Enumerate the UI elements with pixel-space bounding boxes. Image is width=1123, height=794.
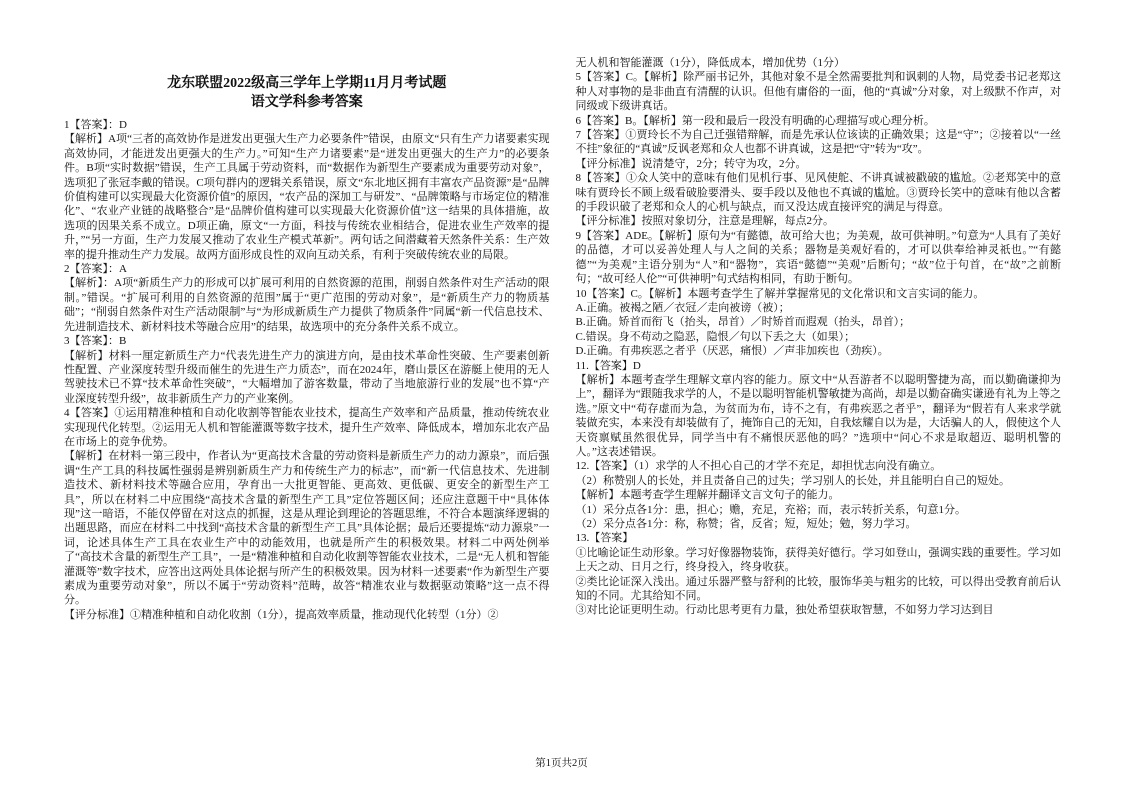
paragraph: C.错误。身不苟动之隐恶，隐恨／句以下丢之大（如果）； [575, 330, 856, 343]
paragraph: 7【答案】①贾玲长不为自己迁强错辩解，而是先承认位该读的正确效果；这是“守”；②接着以“一丝不挂”象征的“真诚”反讽老郑和众人也都不讲真诚，这是把“守”转为“攻”。 [575, 129, 1061, 156]
paragraph: 【评分标准】按照对象切分，注意是理解，每点2分。 [575, 215, 834, 228]
paragraph: 【解析】：A项“新质生产力的形成可以扩展可利用的自然资源的范围，削弱自然条件对生产活动的限制。”错误。“扩展可利用的自然资源的范围”属于“更广范围的劳动对象”，是“新质生产力的物质基础”；“削弱自然条件对生产活动限制”与“为形成新质生产力提供了物质条件”同属“新一代信息技术、先进制造技术、新材料技术等融合应用”的结果，故选项中的充分条件关系不成立。 [64, 277, 550, 333]
paragraph: 【评分标准】说清楚守，2分；转守为攻，2分。 [575, 157, 807, 170]
two-column-layout [64, 56, 1061, 622]
paragraph: 10【答案】C。【解析】本题考查学生了解并掌握常见的文化常识和文言实词的能力。 [575, 287, 985, 300]
left-column-paragraphs [64, 118, 550, 622]
paragraph: 13.【答案】 [575, 532, 634, 545]
paragraph: 2【答案】：A [64, 263, 127, 276]
paragraph: （2）称赞别人的长处，并且责备自己的过失；学习别人的长处，并且能明白自己的短处。 [575, 474, 1010, 487]
title-line-1: 龙东联盟2022级高三学年上学期11月月考试题 [167, 76, 447, 91]
paragraph: ①比喻论证生动形象。学习好像器物装饰，获得美好德行。学习如登山，强调实践的重要性。学习如上天之动、日月之行，终身投入，终身收获。 [575, 546, 1061, 574]
paragraph: 【评分标准】①精准种植和自动化收割（1分），提高效率质量，推动现代化转型（1分）② [64, 608, 499, 621]
paragraph: 11.【答案】D [575, 359, 641, 372]
paragraph: 1【答案】：D [64, 119, 127, 131]
paragraph: 9【答案】ADE。【解析】原句为“有懿德，故可给大也；为美观，故可供神明。”句意为“人具有了美好的品德，才可以妥善处理人与人之间的关系；器物是美观好看的，才可以供奉给神灵祇也。”“有懿德”“为美观”主语分别为“人”和“器物”，宾语“懿德”“美观”后断句；“故”位于句首，在“故”之前断句；“故可经人伦”“可供神明”句式结构相同，有助于断句。 [575, 229, 1061, 286]
paragraph: 6【答案】B。【解析】第一段和最后一段没有明确的心理描写或心理分析。 [575, 114, 935, 127]
document-title [64, 74, 550, 112]
title-line-2: 语文学科参考答案 [250, 95, 363, 110]
paragraph: 12.【答案】（1）求学的人不担心自己的才学不充足，却担忧志向没有确立。 [575, 460, 942, 473]
paragraph: （2）采分点各1分：称，称赞；省，反省；短，短处；勉，努力学习。 [575, 518, 917, 530]
page-number: 第1页共2页 [535, 758, 588, 769]
paragraph: D.正确。有弗疾恶之者乎（厌恶，痛恨）／声非加疾也（劲疾）。 [575, 345, 889, 358]
paragraph: 3【答案】：B [64, 335, 127, 348]
paragraph: 【解析】本题考查学生理解并翻译文言文句子的能力。 [575, 489, 840, 502]
paragraph: 无人机和智能灌溉（1分），降低成本，增加优势（1分） [575, 57, 845, 69]
paragraph: 【解析】材料一厘定新质生产力“代表先进生产力的演进方向，是由技术革命性突破、生产要素创新性配置、产业深度转型升级而催生的先进生产力质态”，而在2024年，磨山景区在游艇上使用的无人驾驶技术已不算“技术革命性突破”，“大幅增加了游客数量，带动了当地旅游行业的发展”也不算“产业深度转型升级”，故非新质生产力的产业案例。 [64, 349, 550, 405]
paragraph: 4【答案】①运用精准种植和自动化收割等智能农业技术，提高生产效率和产品质量，推动传统农业实现现代化转型。②运用无人机和智能灌溉等数字技术，提升生产效率、降低成本，增加东北农产品在市场上的竞争优势。 [64, 407, 550, 448]
paragraph: ②类比论证深入浅出。通过乐器严整与舒利的比较，服饰华美与粗劣的比较，可以得出受教育前后认知的不同。尤其给知不同。 [575, 575, 1061, 603]
paragraph: A.正确。被褐之陋／衣冠／走向被谤（被）； [575, 301, 790, 314]
right-column [576, 56, 1062, 618]
left-column [64, 56, 550, 622]
paragraph: 【解析】本题考查学生理解文章内容的能力。原文中“从吾游者不以聪明警捷为高，而以勤确谦抑为上”，翻译为“跟随我求学的人，不是以聪明智能机警敏捷为高尚，却是以勤奋确实谦逊有礼为上等之选。”原文中“苟存虚而为急，为贫而为布，诗不之有，有弗疾恶之者乎”，翻译为“假若有人来求学就装做充实，本来没有却装做有了，掩饰自己的无知，自我炫耀自以为是，大话骗人的人，假使这个人天资禀赋虽然很优异，同学当中有不痛恨厌恶他的吗？”选项中“问心不求是取超迈、聪明机警的人。”这表述错误。 [575, 373, 1061, 458]
paragraph: 【解析】A项“三者的高效协作是迸发出更强大生产力必要条件”错误，由原文“只有生产力诸要素实现高效协同，才能迸发出更强大的生产力。”可知“生产力诸要素”是“迸发出更强大的生产力”的必要条件。B项“实时数据”错误，生产工具属于劳动资料，而“数据作为新型生产要素成为重要劳动对象”，选项犯了张冠李戴的错误。C项句群内的逻辑关系错误，原文“东北地区拥有丰富农产品资源”是“品牌价值构建可以实现最大化资源价值”的原因，“农产品的深加工与研发”、“品牌策略与市场定位的精准化”、“农业产业链的战略整合”是“品牌价值构建可以实现最大化资源价值”这一结果的具体措施，故选项的因果关系不成立。D项正确，原文“一方面，科技与传统农业相结合，促进农业生产效率的提升，”“另一方面，生产力发展又推动了农业生产模式革新”。两句话之间潜藏着天然条件关系：生产效率的提升推动生产力发展。故两方面形成良性的双向互动关系，有利于突破传统农业的局限。 [64, 133, 550, 261]
paragraph: 【解析】在材料一第三段中，作者认为“更高技术含量的劳动资料是新质生产力的动力源泉”，而后强调“生产工具的科技属性强弱是辨别新质生产力和传统生产力的标志”，而“新一代信息技术、先进制造技术、新材料技术等融合应用，孕育出一大批更智能、更高效、更低碳、更安全的新型生产工具”，所以在材料二中应围绕“高技术含量的新型生产工具”定位答题区间；还应注意题干中“具体体现”这一暗语，不能仅停留在对这点的抓握，这是从理论到理论的答题思维，不符合本题演绎逻辑的出题思路，而应在材料二中找到“高技术含量的新型生产工具”具体论据；最后还要提炼“动力源泉”一词，论述具体生产工具在农业生产中的动能效用，也就是所产生的积极效果。材料二中两处例举了“高技术含量的新型生产工具”，一是“精准种植和自动化收割等智能农业技术，二是“无人机和智能灌溉等”数字技术，应答出这两处具体论据与所产生的积极效果。因为材料一述要素“作为新型生产要素成为重要劳动对象”，所以不属于“劳动资料”范畴，故答“精准农业与数据驱动策略”这一点不得分。 [64, 450, 550, 607]
paragraph: 5【答案】C。【解析】除严丽书记外，其他对象不是全然需要批判和讽刺的人物，局党委书记老郑这种人对事物的是非曲直有清醒的认识。但他有庸俗的一面，他的“真诚”分对象，对上级默不作声，对同级或下级讲真话。 [575, 71, 1061, 113]
right-column-paragraphs [576, 56, 1062, 618]
paragraph: ③对比论证更明生动。行动比思考更有力量，独处希望获取智慧，不如努力学习达到目 [575, 604, 994, 617]
paragraph: （1）采分点各1分：患，担心；赡，充足，充裕；而，表示转折关系，句意1分。 [575, 503, 966, 516]
paragraph: 8【答案】①众人笑中的意味有他们见机行事、见风使舵、不讲真诚被戳破的尴尬。②老郑笑中的意味有贾玲长不顾上级看破脸要滑头、耍手段以及他也不真诚的尴尬。③贾玲长笑中的意味有他以含蓄的手段识破了老郑和众人的心机与缺点，而又没达成直接评究的满足与得意。 [575, 172, 1061, 214]
paragraph: B.正确。矫首而衔飞（抬头，昂首）／时矫首而遐观（抬头，昂首）； [575, 316, 911, 329]
